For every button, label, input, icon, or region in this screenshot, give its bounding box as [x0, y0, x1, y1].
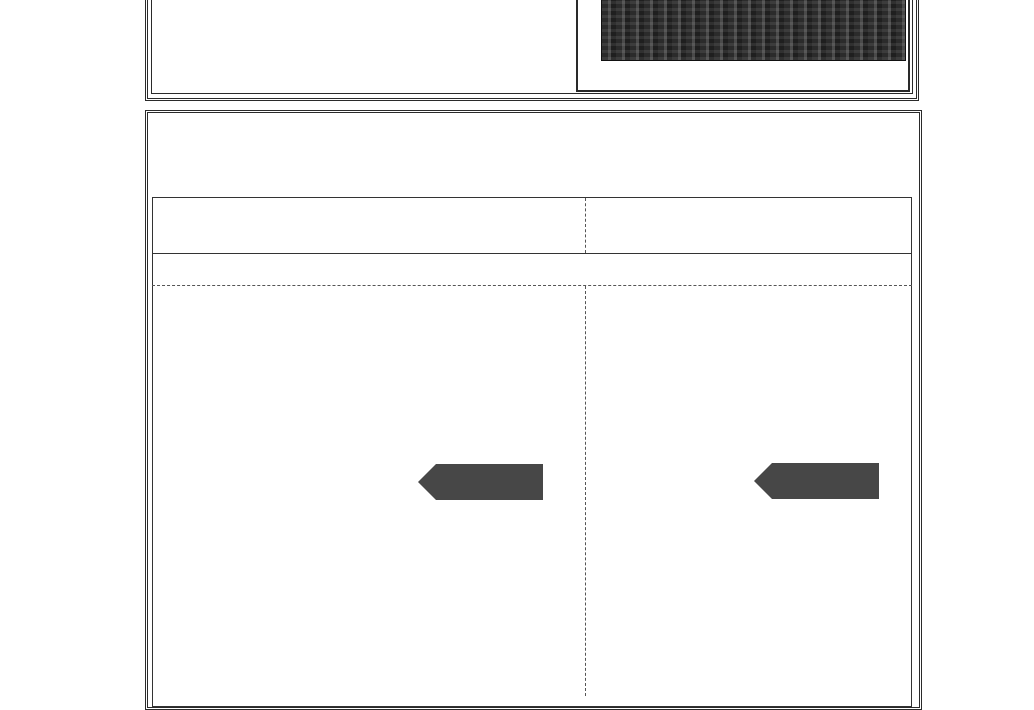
delivered-energy-indicator — [418, 464, 544, 500]
building-photo-icon — [601, 0, 906, 61]
body-column-divider — [585, 286, 586, 696]
energy-table — [152, 197, 912, 707]
header-divider — [152, 253, 912, 254]
header-column-divider — [585, 198, 586, 253]
primary-energy-indicator — [754, 463, 880, 499]
values-divider — [152, 285, 912, 286]
